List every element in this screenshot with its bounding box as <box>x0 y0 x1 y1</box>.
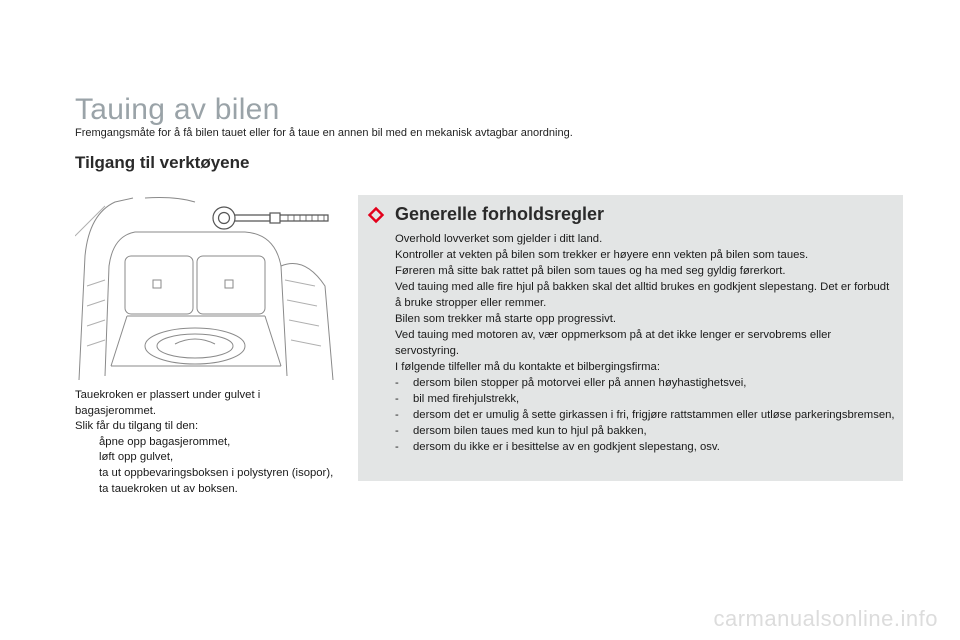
precaution-line: Bilen som trekker må starte opp progressivt. <box>395 313 617 325</box>
precaution-line: Ved tauing med motoren av, vær oppmerksom på at det ikke lenger er servobrems eller servostyring. <box>395 329 832 357</box>
tow-hook-icon <box>208 203 333 233</box>
access-text: Slik får du tilgang til den: <box>75 420 199 433</box>
list-item: - dersom bilen taues med kun to hjul på bakken, <box>395 425 647 437</box>
precautions-title: Generelle forholdsregler <box>395 204 605 224</box>
section-heading: Tilgang til verktøyene <box>75 153 250 172</box>
intro-text: Tauekroken er plassert under gulvet i bagasjerommet. <box>75 389 261 417</box>
precaution-line: Ved tauing med alle fire hjul på bakken skal det alltid brukes en godkjent slepestang. Det er forbudt å bruke stropper eller remmer. <box>395 281 890 309</box>
tow-hook-location-text <box>75 388 337 497</box>
page-subtitle: Fremgangsmåte for å få bilen tauet eller for å taue en annen bil med en mekanisk avtagbar anordning. <box>75 127 573 139</box>
watermark: carmanualsonline.info <box>713 606 938 631</box>
list-item: ta tauekroken ut av boksen. <box>99 482 238 495</box>
page-title: Tauing av bilen <box>75 93 280 126</box>
list-item: - dersom bilen stopper på motorvei eller på annen høyhastighetsvei, <box>395 377 747 389</box>
list-item: åpne opp bagasjerommet, <box>99 435 231 448</box>
precaution-line: Føreren må sitte bak rattet på bilen som taues og ha med seg gyldig førerkort. <box>395 265 786 277</box>
list-item: - dersom det er umulig å sette girkassen i fri, frigjøre rattstammen eller utløse parkeringsbremsen, <box>395 409 895 421</box>
precaution-line: Kontroller at vekten på bilen som trekker er høyere enn vekten på bilen som taues. <box>395 249 809 261</box>
list-item: - bil med firehjulstrekk, <box>395 393 520 405</box>
precaution-line: I følgende tilfeller må du kontakte et bilbergingsfirma: <box>395 361 660 373</box>
access-steps-list <box>75 435 337 497</box>
precautions-box <box>358 195 903 481</box>
precautions-body <box>395 231 895 455</box>
warning-icon <box>367 206 385 224</box>
list-item: ta ut oppbevaringsboksen i polystyren (isopor), <box>99 466 334 479</box>
list-item: - dersom du ikke er i besittelse av en godkjent slepestang, osv. <box>395 441 720 453</box>
precaution-line: Overhold lovverket som gjelder i ditt land. <box>395 233 603 245</box>
list-item: løft opp gulvet, <box>99 451 174 464</box>
recovery-cases-list <box>395 375 895 455</box>
